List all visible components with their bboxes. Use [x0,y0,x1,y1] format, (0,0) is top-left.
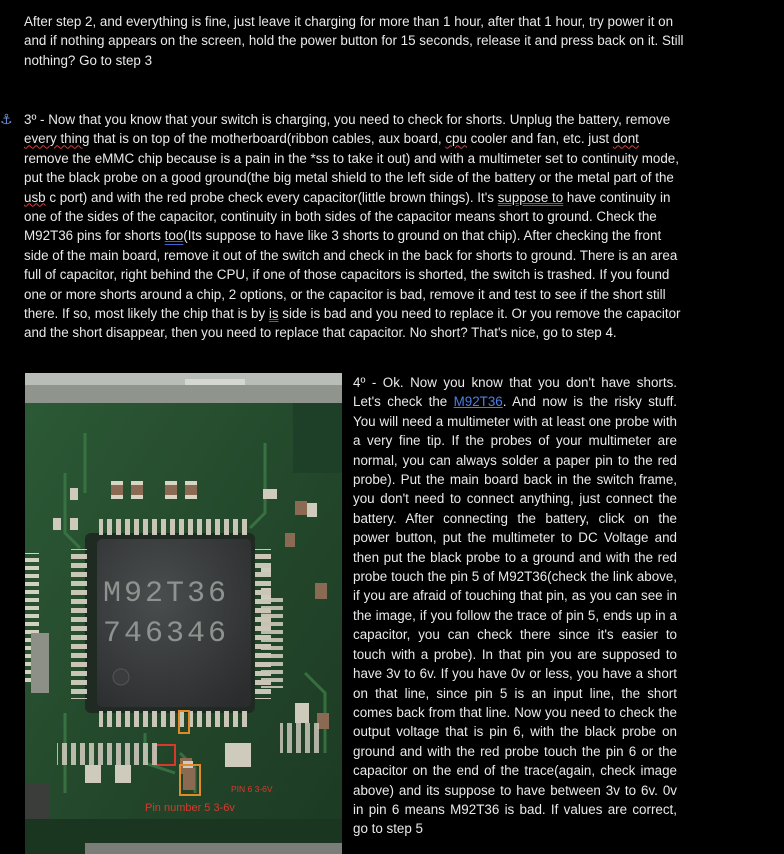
step-3-text-part: remove the eMMC chip because is a pain in the *ss to take it out) and with a multimeter set to continuity mode, put the black probe on a good ground(the big metal shield to the left side of the battery or the metal part of the [24,150,679,186]
chip-marking-line-2: 746346 [103,617,230,651]
grammar-word: suppose to [497,189,564,205]
step-3-text-part: 3º - Now that you know that your switch is charging, you need to check for shorts. Unplug the battery, remove [24,112,671,127]
step-3-paragraph [24,110,684,343]
spellcheck-word: dont [612,131,639,147]
anchor-icon[interactable]: ⚓︎ [0,111,13,127]
spellcheck-word: usb [24,189,46,205]
step-3-text-part: cooler and fan, etc. just [466,131,613,147]
step-4-text-part: 4º - Ok. Now you know that you don't have shorts. Let's check the [353,375,677,410]
pin-5-label: Pin number 5 3-6v [145,802,235,814]
circuit-board-photo [25,373,342,854]
m92t36-link[interactable]: M92T36 [453,394,503,410]
circuit-board-illustration [25,373,342,854]
grammar-word: is [268,306,279,322]
step-3-text-part: side is bad and you need to replace it. Or you remove the capacitor and the short disappear, then you need to replace that capacitor. No short? That's nice, go to step 4. [24,306,681,341]
step-3-text-part: that is on top of the motherboard(ribbon cables, aux board, [89,131,446,147]
step-4-text-part: . And now is the risky stuff. You will need a multimeter with at least one probe with a very fine tip. If the probes of your multimeter are normal, you can always solder a paper pin to the red probe). Put the main board back in the switch frame, you don't need to connect anything, just connect the battery. After connecting the battery, click on the power button, put the multimeter to DC Voltage and then put the black probe to a ground and with the red probe touch the pin 5 of M92T36(check the link above, if you are afraid of touching that pin, as you can see in the image, if you follow the trace of pin 5, ends up in a capacitor, you can check there since it's easier to touch with a probe). In that pin you are supposed to have 3v to 6v. If you have 0v or less, you have a short on that line, since pin 5 is an input line, the short comes back from that line. Now you need to check the output voltage that is pin 6, with the black probe on ground and with the red probe touch the pin 6 or the capacitor on the end of the trace(again, check image above) and its suppose to have between 3v to 6v. 0v in pin 6 means M92T36 is bad. If values are correct, go to step 5 [353,394,678,837]
step-3-text-part: (Its suppose to have like 3 shorts to ground on that chip). After checking the front side of the main board, remove it out of the switch and check in the back for shorts to ground. There is an area full of capacitor, right behind the CPU, if one of those capacitors is shorted, the switch is trashed. If you found one or more shorts around a chip, 2 options, or the capacitor is bad, remove it and test to see if the short still there. If so, most likely the chip that is by [24,228,678,322]
spellcheck-word: every thing [24,131,90,147]
chip-marking-line-1: M92T36 [103,577,230,611]
step-2-paragraph [24,12,684,70]
step-4-paragraph [353,373,677,839]
spellcheck-word: cpu [445,131,467,147]
step-3-text-part: have continuity in one of the sides of the capacitor, continuity in both sides of the capacitor means short to ground. Check the M92T36 pins for shorts [24,189,671,244]
grammar-word: too [164,228,184,244]
step-3-text-part: c port) and with the red probe check every capacitor(little brown things). It's [45,189,498,205]
pin-6-label: PIN 6 3-6V [231,784,273,794]
step-2-text: After step 2, and everything is fine, just leave it charging for more than 1 hour, after that 1 hour, try power it on and if nothing appears on the screen, hold the power button for 15 seconds, release it and press back on it. Still nothing? Go to step 3 [24,14,684,68]
